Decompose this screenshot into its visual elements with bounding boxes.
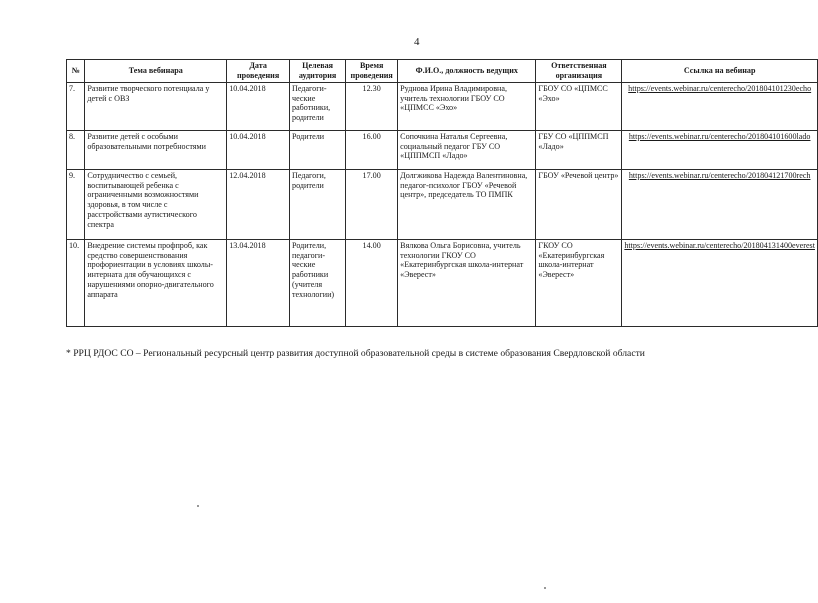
- row-date: 10.04.2018: [227, 131, 290, 170]
- webinar-link[interactable]: https://events.webinar.ru/centerecho/201804121700rech: [622, 170, 818, 240]
- table-row: [67, 240, 818, 327]
- header-presenter: Ф.И.О., должность ведущих: [398, 60, 536, 83]
- row-audience: Родители: [290, 131, 346, 170]
- header-time: Время проведения: [346, 60, 398, 83]
- row-time: 16.00: [346, 131, 398, 170]
- table-row: [67, 170, 818, 240]
- row-date: 12.04.2018: [227, 170, 290, 240]
- row-num: 7.: [67, 83, 85, 131]
- row-topic: Развитие творческого потенциала у детей с ОВЗ: [85, 83, 227, 131]
- row-audience: Педагоги-ческие работники, родители: [290, 83, 346, 131]
- row-time: 14.00: [346, 240, 398, 327]
- row-org: ГБОУ СО «ЦПМСС «Эхо»: [536, 83, 622, 131]
- row-presenter: Долгжикова Надежда Валентиновна, педагог-психолог ГБОУ «Речевой центр», председатель ТО ПМПК: [398, 170, 536, 240]
- row-presenter: Руднова Ирина Владимировна, учитель технологии ГБОУ СО «ЦПМСС «Эхо»: [398, 83, 536, 131]
- webinar-schedule-table: [66, 59, 818, 327]
- header-date: Дата проведения: [227, 60, 290, 83]
- row-num: 8.: [67, 131, 85, 170]
- row-date: 10.04.2018: [227, 83, 290, 131]
- row-topic: Развитие детей с особыми образовательными потребностями: [85, 131, 227, 170]
- row-num: 10.: [67, 240, 85, 327]
- row-topic: Сотрудничество с семьей, воспитывающей ребенка с ограниченными возможностями здоровья, в том числе с расстройствами аутистического спектра: [85, 170, 227, 240]
- row-time: 12.30: [346, 83, 398, 131]
- header-org: Ответственная организация: [536, 60, 622, 83]
- scan-speck: [197, 505, 199, 507]
- row-time: 17.00: [346, 170, 398, 240]
- row-org: ГБОУ «Речевой центр»: [536, 170, 622, 240]
- header-num: №: [67, 60, 85, 83]
- header-audience: Целевая аудитория: [290, 60, 346, 83]
- webinar-link[interactable]: https://events.webinar.ru/centerecho/201804101600lado: [622, 131, 818, 170]
- page-number: 4: [414, 36, 420, 48]
- webinar-link[interactable]: https://events.webinar.ru/centerecho/201804131400everest: [622, 240, 818, 327]
- row-presenter: Сопочкина Наталья Сергеевна, социальный педагог ГБУ СО «ЦППМСП «Ладо»: [398, 131, 536, 170]
- row-org: ГБУ СО «ЦППМСП «Ладо»: [536, 131, 622, 170]
- table-header-row: [67, 60, 818, 83]
- footnote: * РРЦ РДОС СО – Региональный ресурсный центр развития доступной образовательной среды в системе образования Свердловской области: [66, 348, 645, 359]
- row-org: ГКОУ СО «Екатеринбургская школа-интернат «Эверест»: [536, 240, 622, 327]
- header-topic: Тема вебинара: [85, 60, 227, 83]
- row-date: 13.04.2018: [227, 240, 290, 327]
- row-presenter: Вялкова Ольга Борисовна, учитель технологии ГКОУ СО «Екатеринбургская школа-интернат «Эверест»: [398, 240, 536, 327]
- row-topic: Внедрение системы профпроб, как средство совершенствования профориентации в условиях школы-интерната для обучающихся с нарушениями опорно-двигательного аппарата: [85, 240, 227, 327]
- row-audience: Родители, педагоги-ческие работники (учителя технологии): [290, 240, 346, 327]
- scan-speck: [544, 587, 546, 589]
- row-audience: Педагоги, родители: [290, 170, 346, 240]
- table-row: [67, 131, 818, 170]
- row-num: 9.: [67, 170, 85, 240]
- table-row: [67, 83, 818, 131]
- header-link: Ссылка на вебинар: [622, 60, 818, 83]
- webinar-link[interactable]: https://events.webinar.ru/centerecho/201804101230echo: [622, 83, 818, 131]
